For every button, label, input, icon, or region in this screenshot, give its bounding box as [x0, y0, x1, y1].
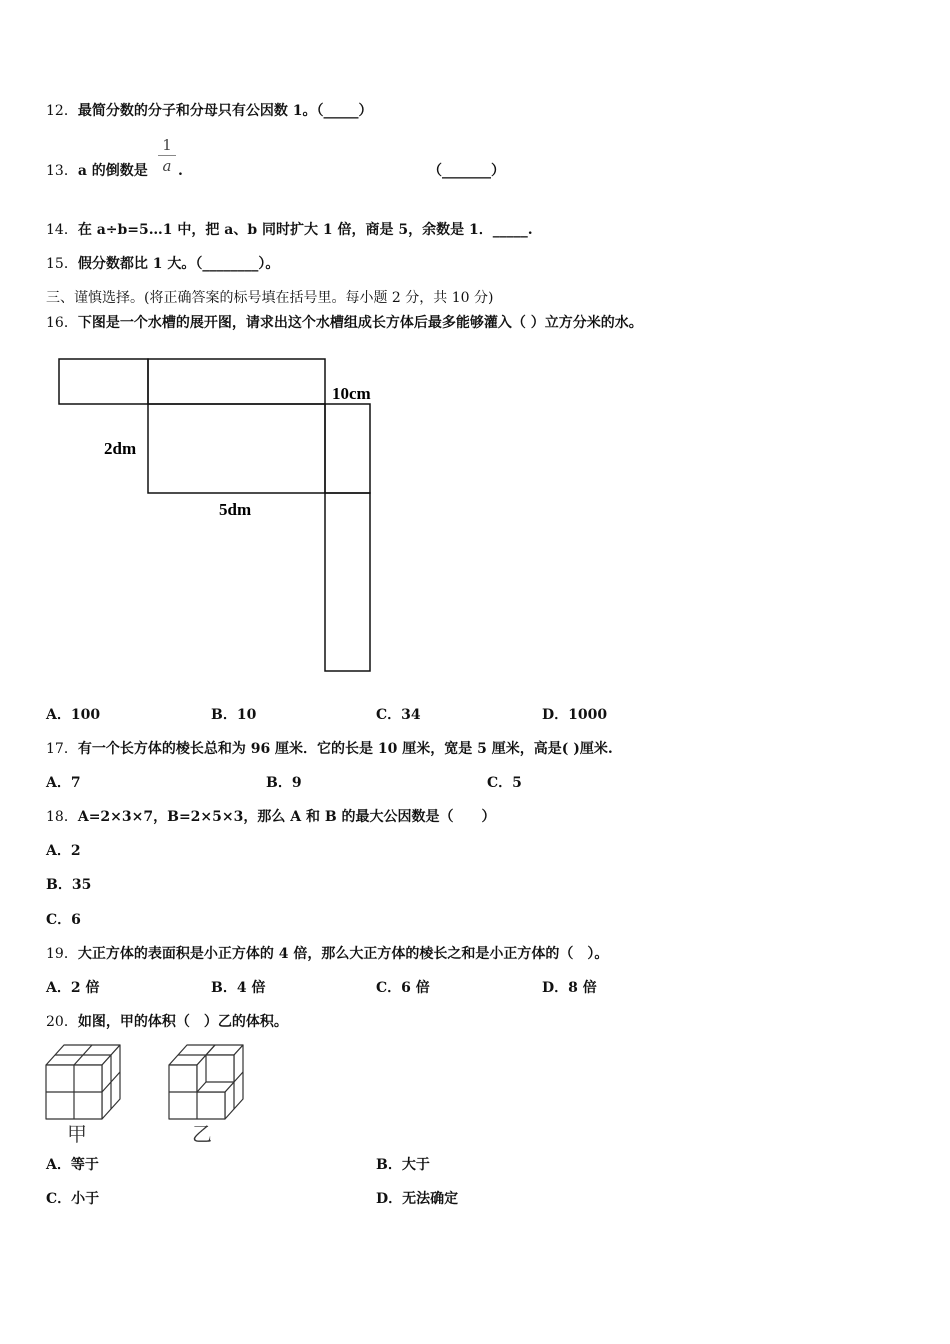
answer-blank: （_______）	[428, 163, 505, 179]
question-number: 17．	[46, 741, 78, 757]
label-2dm: 2dm	[104, 439, 137, 458]
question-20	[46, 1012, 288, 1032]
option-c[interactable]: C．小于	[46, 1191, 100, 1207]
question-number: 18．	[46, 809, 78, 825]
question-number: 12．	[46, 103, 78, 119]
question-19	[46, 944, 608, 964]
label-5dm: 5dm	[219, 500, 252, 519]
cube-yi	[169, 1045, 243, 1119]
question-text: 如图，甲的体积（ ）乙的体积。	[77, 1014, 288, 1030]
option-d[interactable]: D．1000	[542, 707, 608, 723]
question-13-period: .	[178, 163, 183, 179]
question-17	[46, 739, 613, 759]
option-c[interactable]: C．34	[376, 707, 421, 723]
option-d[interactable]: D．8 倍	[542, 980, 597, 996]
option-c[interactable]: C．5	[487, 775, 522, 791]
question-text: 假分数都比 1 大。（________）。	[77, 256, 280, 272]
question-number: 13．	[46, 163, 78, 179]
cube-jia	[46, 1045, 120, 1119]
option-a[interactable]: A．100	[46, 707, 101, 723]
question-number: 14．	[46, 222, 78, 238]
question-text: 在 a÷b=5…1 中，把 a、b 同时扩大 1 倍，商是 5，余数是 1．_____.	[77, 222, 533, 238]
option-b[interactable]: B．9	[266, 775, 302, 791]
fraction-denominator: a	[162, 157, 172, 175]
section-heading: 三、谨慎选择。(将正确答案的标号填在括号里。每小题 2 分，共 10 分)	[46, 290, 494, 306]
option-a[interactable]: A．7	[46, 775, 81, 791]
option-a[interactable]: A．等于	[46, 1157, 99, 1173]
option-c[interactable]: C．6 倍	[376, 980, 430, 996]
question-text: 最简分数的分子和分母只有公因数 1。（_____）	[77, 103, 373, 119]
label-10cm: 10cm	[332, 384, 371, 403]
option-b[interactable]: B．35	[46, 877, 92, 893]
option-b[interactable]: B．10	[211, 707, 257, 723]
fraction-numerator: 1	[162, 136, 172, 154]
label-yi: 乙	[192, 1124, 212, 1146]
question-18	[46, 807, 496, 827]
net-face-top	[148, 359, 325, 404]
cube-figures	[40, 1040, 260, 1146]
option-c[interactable]: C．6	[46, 912, 81, 928]
net-face-left	[59, 359, 148, 404]
question-text: a 的倒数是	[77, 163, 148, 179]
question-number: 15．	[46, 256, 78, 272]
option-b[interactable]: B．4 倍	[211, 980, 266, 996]
option-a[interactable]: A．2	[46, 843, 81, 859]
question-text: 大正方体的表面积是小正方体的 4 倍，那么大正方体的棱长之和是小正方体的（ ）。	[77, 946, 609, 962]
net-face-base	[148, 404, 325, 493]
question-number: 16．	[46, 315, 78, 331]
question-text: A=2×3×7，B=2×5×3，那么 A 和 B 的最大公因数是（ ）	[77, 809, 496, 825]
option-b[interactable]: B．大于	[376, 1157, 430, 1173]
question-number: 19．	[46, 946, 78, 962]
net-face-side	[325, 404, 370, 493]
option-d[interactable]: D．无法确定	[376, 1191, 459, 1207]
net-face-bottom	[325, 493, 370, 671]
question-text: 下图是一个水槽的展开图，请求出这个水槽组成长方体后最多能够灌入（ ）立方分米的水。	[77, 315, 643, 331]
label-jia: 甲	[67, 1124, 87, 1146]
question-number: 20．	[46, 1014, 78, 1030]
option-a[interactable]: A．2 倍	[46, 980, 100, 996]
question-text: 有一个长方体的棱长总和为 96 厘米．它的长是 10 厘米，宽是 5 厘米，高是( )厘米.	[77, 741, 613, 757]
